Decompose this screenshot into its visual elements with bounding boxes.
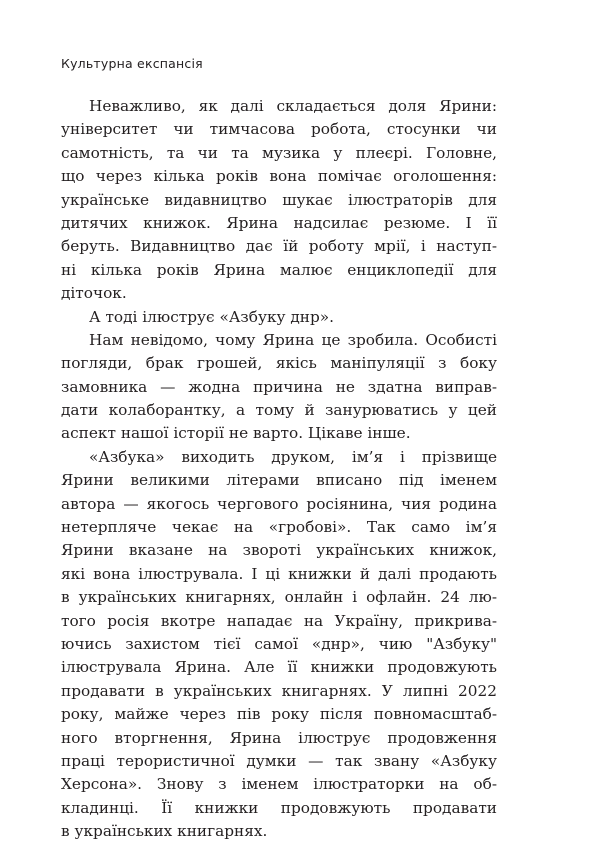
- text-line: українське видавництво шукає ілюстраторів для: [61, 190, 497, 209]
- text-line: праці терористичної думки — так звану «Азбуку: [61, 751, 497, 770]
- text-line: в українських книгарнях.: [61, 822, 268, 841]
- text-line: року, майже через пів року після повномасштаб-: [61, 705, 497, 724]
- text-line: погляди, брак грошей, якісь маніпуляції з боку: [61, 354, 497, 373]
- text-line: університет чи тимчасова робота, стосунки чи: [61, 120, 497, 139]
- text-line: беруть. Видавництво дає їй роботу мрії, і наступ-: [61, 237, 497, 256]
- text-line: в українських книгарнях, онлайн і офлайн. 24 лю-: [61, 588, 497, 607]
- text-line: Неважливо, як далі складається доля Ярини:: [89, 97, 497, 115]
- text-line: ні кілька років Ярина малює енциклопедії для: [61, 260, 497, 279]
- text-line: «Азбука» виходить друком, ім’я і прізвище: [89, 447, 497, 466]
- text-line: продавати в українських книгарнях. У липні 2022: [61, 681, 497, 700]
- text-line: Ярини вказане на звороті українських книжок,: [61, 541, 497, 560]
- text-line: аспект нашої історії не варто. Цікаве інше.: [61, 424, 411, 443]
- text-line: А тоді ілюструє «Азбуку днр».: [89, 307, 335, 326]
- text-line: самотність, та чи та музика у плеєрі. Головне,: [61, 143, 497, 162]
- text-line: Ярини великими літерами вписано під іменем: [61, 471, 497, 490]
- body-text: [61, 95, 497, 844]
- text-line: які вона ілюструвала. І ці книжки й далі продають: [61, 564, 497, 583]
- text-line: ного вторгнення, Ярина ілюструє продовження: [61, 728, 497, 747]
- text-line: того росія вкотре нападає на Україну, прикрива-: [61, 611, 497, 630]
- text-line: Нам невідомо, чому Ярина це зробила. Особисті: [89, 330, 497, 349]
- text-line: Херсона». Знову з іменем ілюстраторки на об-: [61, 775, 497, 794]
- text-line: автора — якогось чергового росіянина, чия родина: [61, 494, 497, 513]
- text-line: діточок.: [61, 284, 127, 303]
- text-line: нетерпляче чекає на «гробові». Так само ім’я: [61, 518, 497, 537]
- text-line: ілюструвала Ярина. Але її книжки продовжують: [61, 658, 497, 677]
- text-line: замовника — жодна причина не здатна виправ-: [61, 377, 497, 396]
- text-line: дитячих книжок. Ярина надсилає резюме. І її: [61, 213, 497, 232]
- running-header: Культурна експансія: [61, 56, 203, 71]
- text-line: що через кілька років вона помічає оголошення:: [61, 167, 497, 186]
- text-line: ючись захистом тієї самої «днр», чию "Азбуку": [61, 634, 497, 653]
- text-line: дати колаборантку, а тому й занурюватись у цей: [61, 401, 497, 420]
- text-line: кладинці. Її книжки продовжують продавати: [61, 798, 497, 817]
